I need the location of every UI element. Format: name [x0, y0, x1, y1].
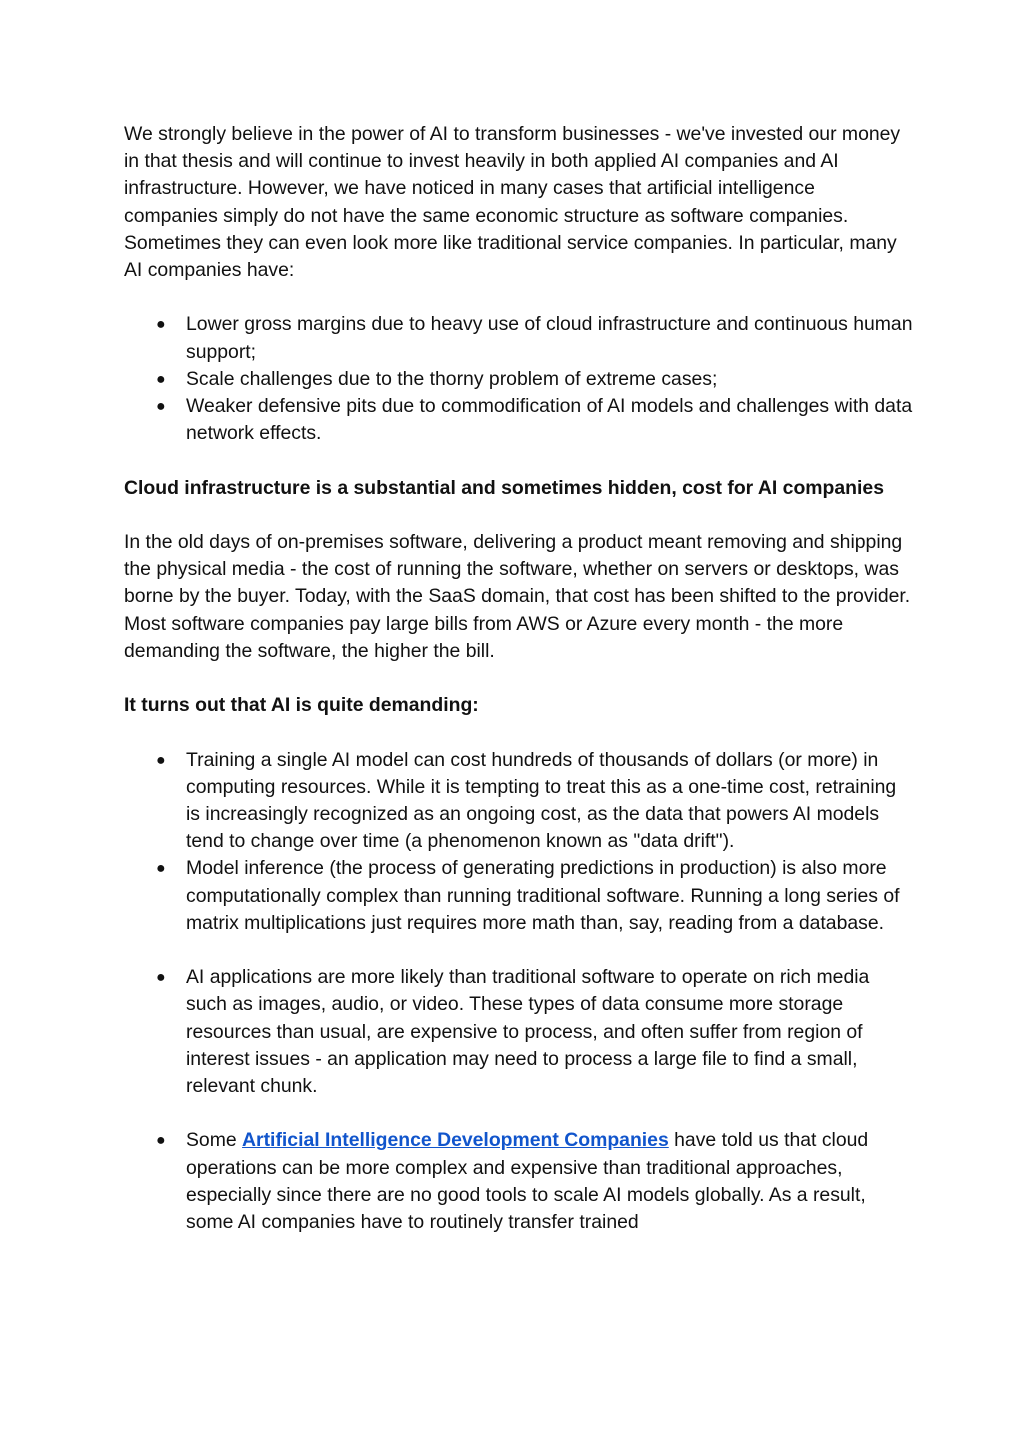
spacer	[124, 665, 914, 692]
bullet-icon: ●	[156, 398, 166, 416]
bullet-list-challenges	[124, 311, 914, 447]
list-item	[124, 1127, 914, 1236]
list-item-text: AI applications are more likely than traditional software to operate on rich media such as images, audio, or video. These types of data consume more storage resources than usual, are expensive to process, and often suffer from region of interest issues - an application may need to process a large file to find a small, relevant chunk.	[186, 966, 870, 1098]
bullet-icon: ●	[156, 1132, 166, 1150]
bullet-icon: ●	[156, 860, 166, 878]
list-item	[124, 747, 914, 856]
bullet-icon: ●	[156, 969, 166, 987]
bullet-list-cloud-operations	[124, 1127, 914, 1236]
intro-paragraph: We strongly believe in the power of AI to transform businesses - we've invested our money in that thesis and will continue to invest heavily in both applied AI companies and AI infrastructure. However, we have noticed in many cases that artificial intelligence companies simply do not have the same economic structure as software companies. Sometimes they can even look more like traditional service companies. In particular, many AI companies have:	[124, 123, 901, 282]
spacer	[124, 284, 914, 311]
list-item	[124, 366, 914, 393]
bullet-list-ai-demanding	[124, 747, 914, 937]
bullet-list-rich-media	[124, 964, 914, 1100]
spacer	[124, 447, 914, 474]
list-item-text: Weaker defensive pits due to commodification of AI models and challenges with data network effects.	[186, 395, 913, 445]
cloud-infrastructure-paragraph: In the old days of on-premises software, delivering a product meant removing and shipping the physical media - the cost of running the software, whether on servers or desktops, was borne by the buyer. Today, with the SaaS domain, that cost has been shifted to the provider. Most software companies pay large bills from AWS or Azure every month - the more demanding the software, the higher the bill.	[124, 531, 911, 662]
bullet-icon: ●	[156, 751, 166, 769]
document-page	[124, 121, 914, 1236]
list-item-text: Model inference (the process of generating predictions in production) is also more computationally complex than running traditional software. Running a long series of matrix multiplications just requires more math than, say, reading from a database.	[186, 857, 900, 934]
section-heading-ai-demanding: It turns out that AI is quite demanding:	[124, 694, 479, 717]
list-item-text: Scale challenges due to the thorny problem of extreme cases;	[186, 367, 718, 390]
list-item-text-before: Some	[186, 1129, 243, 1152]
list-item-text: Lower gross margins due to heavy use of cloud infrastructure and continuous human support;	[186, 313, 913, 363]
list-item	[124, 393, 914, 447]
list-item	[124, 855, 914, 937]
list-item-text-after: have told us that cloud operations can be more complex and expensive than traditional approaches, especially since there are no good tools to scale AI models globally. As a result, some AI companies have to routinely transfer trained	[186, 1129, 869, 1234]
ai-development-companies-link[interactable]: Artificial Intelligence Development Companies	[242, 1129, 669, 1152]
spacer	[124, 719, 914, 746]
spacer	[124, 1100, 914, 1127]
list-item	[124, 311, 914, 365]
section-heading-cloud-infrastructure: Cloud infrastructure is a substantial and sometimes hidden, cost for AI companies	[124, 476, 884, 499]
list-item-text: Training a single AI model can cost hundreds of thousands of dollars (or more) in computing resources. While it is tempting to treat this as a one-time cost, retraining is increasingly recognized as an ongoing cost, as the data that powers AI models tend to change over time (a phenomenon known as "data drift").	[186, 748, 897, 853]
spacer	[124, 502, 914, 529]
list-item	[124, 964, 914, 1100]
bullet-icon: ●	[156, 370, 166, 388]
bullet-icon: ●	[156, 316, 166, 334]
spacer	[124, 937, 914, 964]
